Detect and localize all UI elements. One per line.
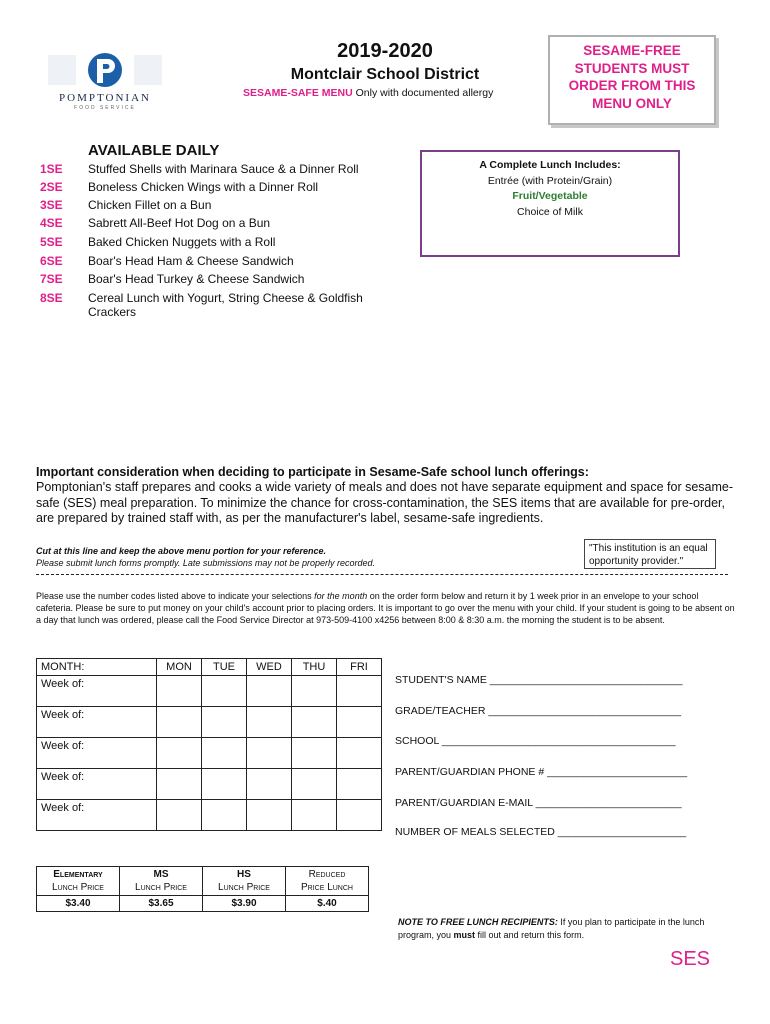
menu-name: Stuffed Shells with Marinara Sauce & a Dinner Roll [88,162,359,176]
order-cell[interactable] [202,769,247,800]
order-cell[interactable] [337,707,382,738]
parent-email-field[interactable]: PARENT/GUARDIAN E-MAIL _________________________ [395,797,682,809]
menu-code: 7SE [40,272,63,286]
school-field[interactable]: SCHOOL ________________________________________ [395,735,676,747]
price-level: Reduced [308,869,346,880]
price-level: HS [237,869,251,880]
order-cell[interactable] [292,769,337,800]
menu-code: 6SE [40,254,63,268]
price-table [36,866,369,912]
order-cell[interactable] [202,738,247,769]
menu-name: Chicken Fillet on a Bun [88,198,212,212]
order-cell[interactable] [292,707,337,738]
school-year: 2019-2020 [337,40,433,62]
notice-line: STUDENTS MUST [574,60,690,76]
important-title: Important consideration when deciding to participate in Sesame-Safe school lunch offerings: [36,465,589,479]
menu-name: Baked Chicken Nuggets with a Roll [88,235,276,249]
instructions-emphasis: for the month [314,591,368,601]
price-header-elementary [37,867,120,896]
week-of-cell[interactable]: Week of: [37,769,157,800]
price-label: Lunch Price [135,882,187,893]
notice-line: ORDER FROM THIS [568,78,696,93]
order-cell[interactable] [247,769,292,800]
order-cell[interactable] [337,676,382,707]
order-cell[interactable] [247,738,292,769]
menu-code: 5SE [40,235,63,249]
grade-teacher-field[interactable]: GRADE/TEACHER _________________________________ [395,705,682,717]
note-text: If you plan to participate in the lunch program, you [398,917,705,940]
price-level: Elementary [53,869,103,880]
price-value: $3.90 [203,896,286,912]
cut-line [36,574,728,575]
menu-name: Sabrett All-Beef Hot Dog on a Bun [88,216,271,230]
order-cell[interactable] [337,800,382,831]
menu-name: Boar's Head Turkey & Cheese Sandwich [88,272,305,286]
price-value: $.40 [286,896,369,912]
order-cell[interactable] [247,800,292,831]
price-label: Lunch Price [52,882,104,893]
cut-instruction: Cut at this line and keep the above menu portion for your reference. [36,546,327,556]
sesame-free-notice [548,35,716,125]
order-cell[interactable] [292,800,337,831]
menu-title: SESAME-SAFE MENU [243,87,353,99]
order-grid [36,658,382,831]
equal-opportunity-box: "This institution is an equal opportunity provider." [584,539,716,569]
price-value: $3.40 [37,896,120,912]
logo-wordmark: POMPTONIAN [59,92,151,104]
free-lunch-note [398,916,728,942]
order-cell[interactable] [157,769,202,800]
notice-line: MENU ONLY [592,95,672,111]
note-emphasis: must [453,930,476,940]
menu-subtitle [243,87,543,99]
order-cell[interactable] [157,800,202,831]
instructions-text: Please use the number codes listed above to indicate your selections [36,591,315,601]
menu-code: 4SE [40,216,63,230]
note-label: NOTE TO FREE LUNCH RECIPIENTS: [398,917,558,927]
day-header-mon: MON [157,659,202,676]
complete-lunch-milk: Choice of Milk [517,205,583,218]
district-title: Montclair School District [290,66,480,83]
day-header-wed: WED [247,659,292,676]
day-header-fri: FRI [337,659,382,676]
logo-subtitle: FOOD SERVICE [74,105,136,111]
order-cell[interactable] [157,707,202,738]
ses-mark: SES [670,948,711,970]
menu-name: Boneless Chicken Wings with a Dinner Roll [88,180,319,194]
complete-lunch-fruit: Fruit/Vegetable [512,190,588,202]
student-name-field[interactable]: STUDENT'S NAME _________________________________ [395,674,683,686]
month-cell[interactable]: MONTH: [37,659,157,676]
complete-lunch-entree: Entrée (with Protein/Grain) [487,174,613,187]
day-header-thu: THU [292,659,337,676]
menu-code: 8SE [40,291,63,305]
number-of-meals-field[interactable]: NUMBER OF MEALS SELECTED ______________________ [395,826,687,838]
order-cell[interactable] [157,676,202,707]
price-label: Price Lunch [301,882,353,893]
price-header-hs [203,867,286,896]
order-cell[interactable] [247,676,292,707]
order-cell[interactable] [202,676,247,707]
order-cell[interactable] [337,769,382,800]
parent-phone-field[interactable]: PARENT/GUARDIAN PHONE # ________________________ [395,766,688,778]
notice-line: SESAME-FREE [583,43,681,58]
order-instructions [36,590,736,626]
price-header-ms [120,867,203,896]
complete-lunch-title: A Complete Lunch Includes: [479,159,621,171]
important-body: Pomptonian's staff prepares and cooks a wide variety of meals and does not have separate equipment and space for sesame-safe (SES) meal preparation. To minimize the chance for cross-contamination, the SES items that are available for pre-order, are prepared by trained staff with, as per the manufacturer's label, sesame-safe ingredients. [36,480,734,525]
price-label: Lunch Price [218,882,270,893]
price-level: MS [153,869,169,880]
week-of-cell[interactable]: Week of: [37,676,157,707]
price-value: $3.65 [120,896,203,912]
menu-code: 1SE [40,162,63,176]
order-cell[interactable] [202,800,247,831]
menu-code: 2SE [40,180,63,194]
order-cell[interactable] [157,738,202,769]
available-daily-title: AVAILABLE DAILY [88,142,220,159]
week-of-cell[interactable]: Week of: [37,800,157,831]
price-header-reduced [286,867,369,896]
menu-note: Only with documented allergy [355,87,494,99]
menu-name: Cereal Lunch with Yogurt, String Cheese & Goldfish Crackers [88,291,363,319]
menu-code: 3SE [40,198,63,212]
week-of-cell[interactable]: Week of: [37,707,157,738]
week-of-cell[interactable]: Week of: [37,738,157,769]
order-cell[interactable] [292,738,337,769]
order-cell[interactable] [337,738,382,769]
order-cell[interactable] [202,707,247,738]
order-cell[interactable] [247,707,292,738]
instructions-text: on the order form below and return it by 1 week prior in an envelope to your school cafeteria. Please be sure to put money on your child's account prior to placing orders. It is important to go over the menu with your child. If your student is going to be absent on a day that lunch was ordered, please call the Food Service Director at 973-509-4100 x4256 between 8:00 & 8:30 a.m. the morning the student is to be absent. [36,591,735,625]
late-submission-note: Please submit lunch forms promptly. Late submissions may not be properly recorded. [36,558,375,568]
day-header-tue: TUE [202,659,247,676]
complete-lunch-box [420,150,680,257]
note-text: fill out and return this form. [475,930,585,940]
menu-name: Boar's Head Ham & Cheese Sandwich [88,254,294,268]
order-cell[interactable] [292,676,337,707]
